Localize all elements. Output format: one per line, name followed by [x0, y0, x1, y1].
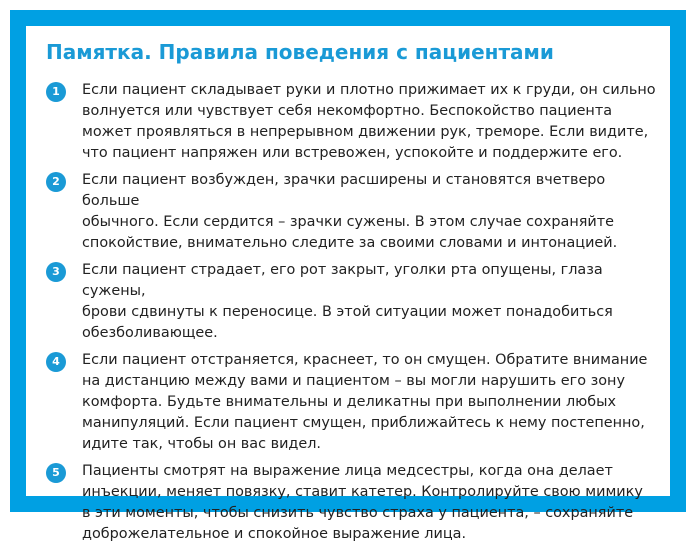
rule-line: Если пациент возбужден, зрачки расширены и становятся вчетверо больше [82, 172, 606, 209]
rule-line: что пациент напряжен или встревожен, успокойте и поддержите его. [82, 145, 623, 161]
rule-text [82, 461, 666, 545]
rule-line: Если пациент отстраняется, краснеет, то он смущен. Обратите внимание [82, 352, 648, 368]
rule-text [82, 350, 666, 455]
rule-line: может проявляться в непрерывном движении рук, треморе. Если видите, [82, 124, 649, 140]
rule-line: спокойствие, внимательно следите за своими словами и интонацией. [82, 235, 618, 251]
number-badge: 2 [46, 172, 66, 192]
rule-line: инъекции, меняет повязку, ставит катетер. Контролируйте свою мимику [82, 484, 643, 500]
rule-item-3 [46, 260, 666, 344]
rule-line: обезболивающее. [82, 325, 218, 341]
number-badge: 1 [46, 82, 66, 102]
rule-item-4 [46, 350, 666, 455]
rule-line: доброжелательное и спокойное выражение лица. [82, 526, 467, 542]
rule-text [82, 80, 666, 164]
rule-line: идите так, чтобы он вас видел. [82, 436, 321, 452]
rule-text [82, 260, 666, 344]
rule-line: брови сдвинуты к переносице. В этой ситуации может понадобиться [82, 304, 613, 320]
rules-list [46, 80, 666, 551]
rule-line: Если пациент страдает, его рот закрыт, уголки рта опущены, глаза сужены, [82, 262, 603, 299]
number-badge: 3 [46, 262, 66, 282]
rule-line: в эти моменты, чтобы снизить чувство страха у пациента, – сохраняйте [82, 505, 634, 521]
rule-line: манипуляций. Если пациент смущен, приближайтесь к нему постепенно, [82, 415, 645, 431]
rule-item-5 [46, 461, 666, 545]
rule-line: волнуется или чувствует себя некомфортно. Беспокойство пациента [82, 103, 613, 119]
rule-item-2 [46, 170, 666, 254]
rule-line: Если пациент складывает руки и плотно прижимает их к груди, он сильно [82, 82, 656, 98]
rule-text [82, 170, 666, 254]
rule-item-1 [46, 80, 666, 164]
rule-line: Пациенты смотрят на выражение лица медсестры, когда она делает [82, 463, 613, 479]
rule-line: на дистанцию между вами и пациентом – вы могли нарушить его зону [82, 373, 625, 389]
rule-line: комфорта. Будьте внимательны и деликатны при выполнении любых [82, 394, 617, 410]
number-badge: 4 [46, 352, 66, 372]
page-title: Памятка. Правила поведения с пациентами [46, 40, 554, 64]
rule-line: обычного. Если сердится – зрачки сужены. В этом случае сохраняйте [82, 214, 614, 230]
number-badge: 5 [46, 463, 66, 483]
